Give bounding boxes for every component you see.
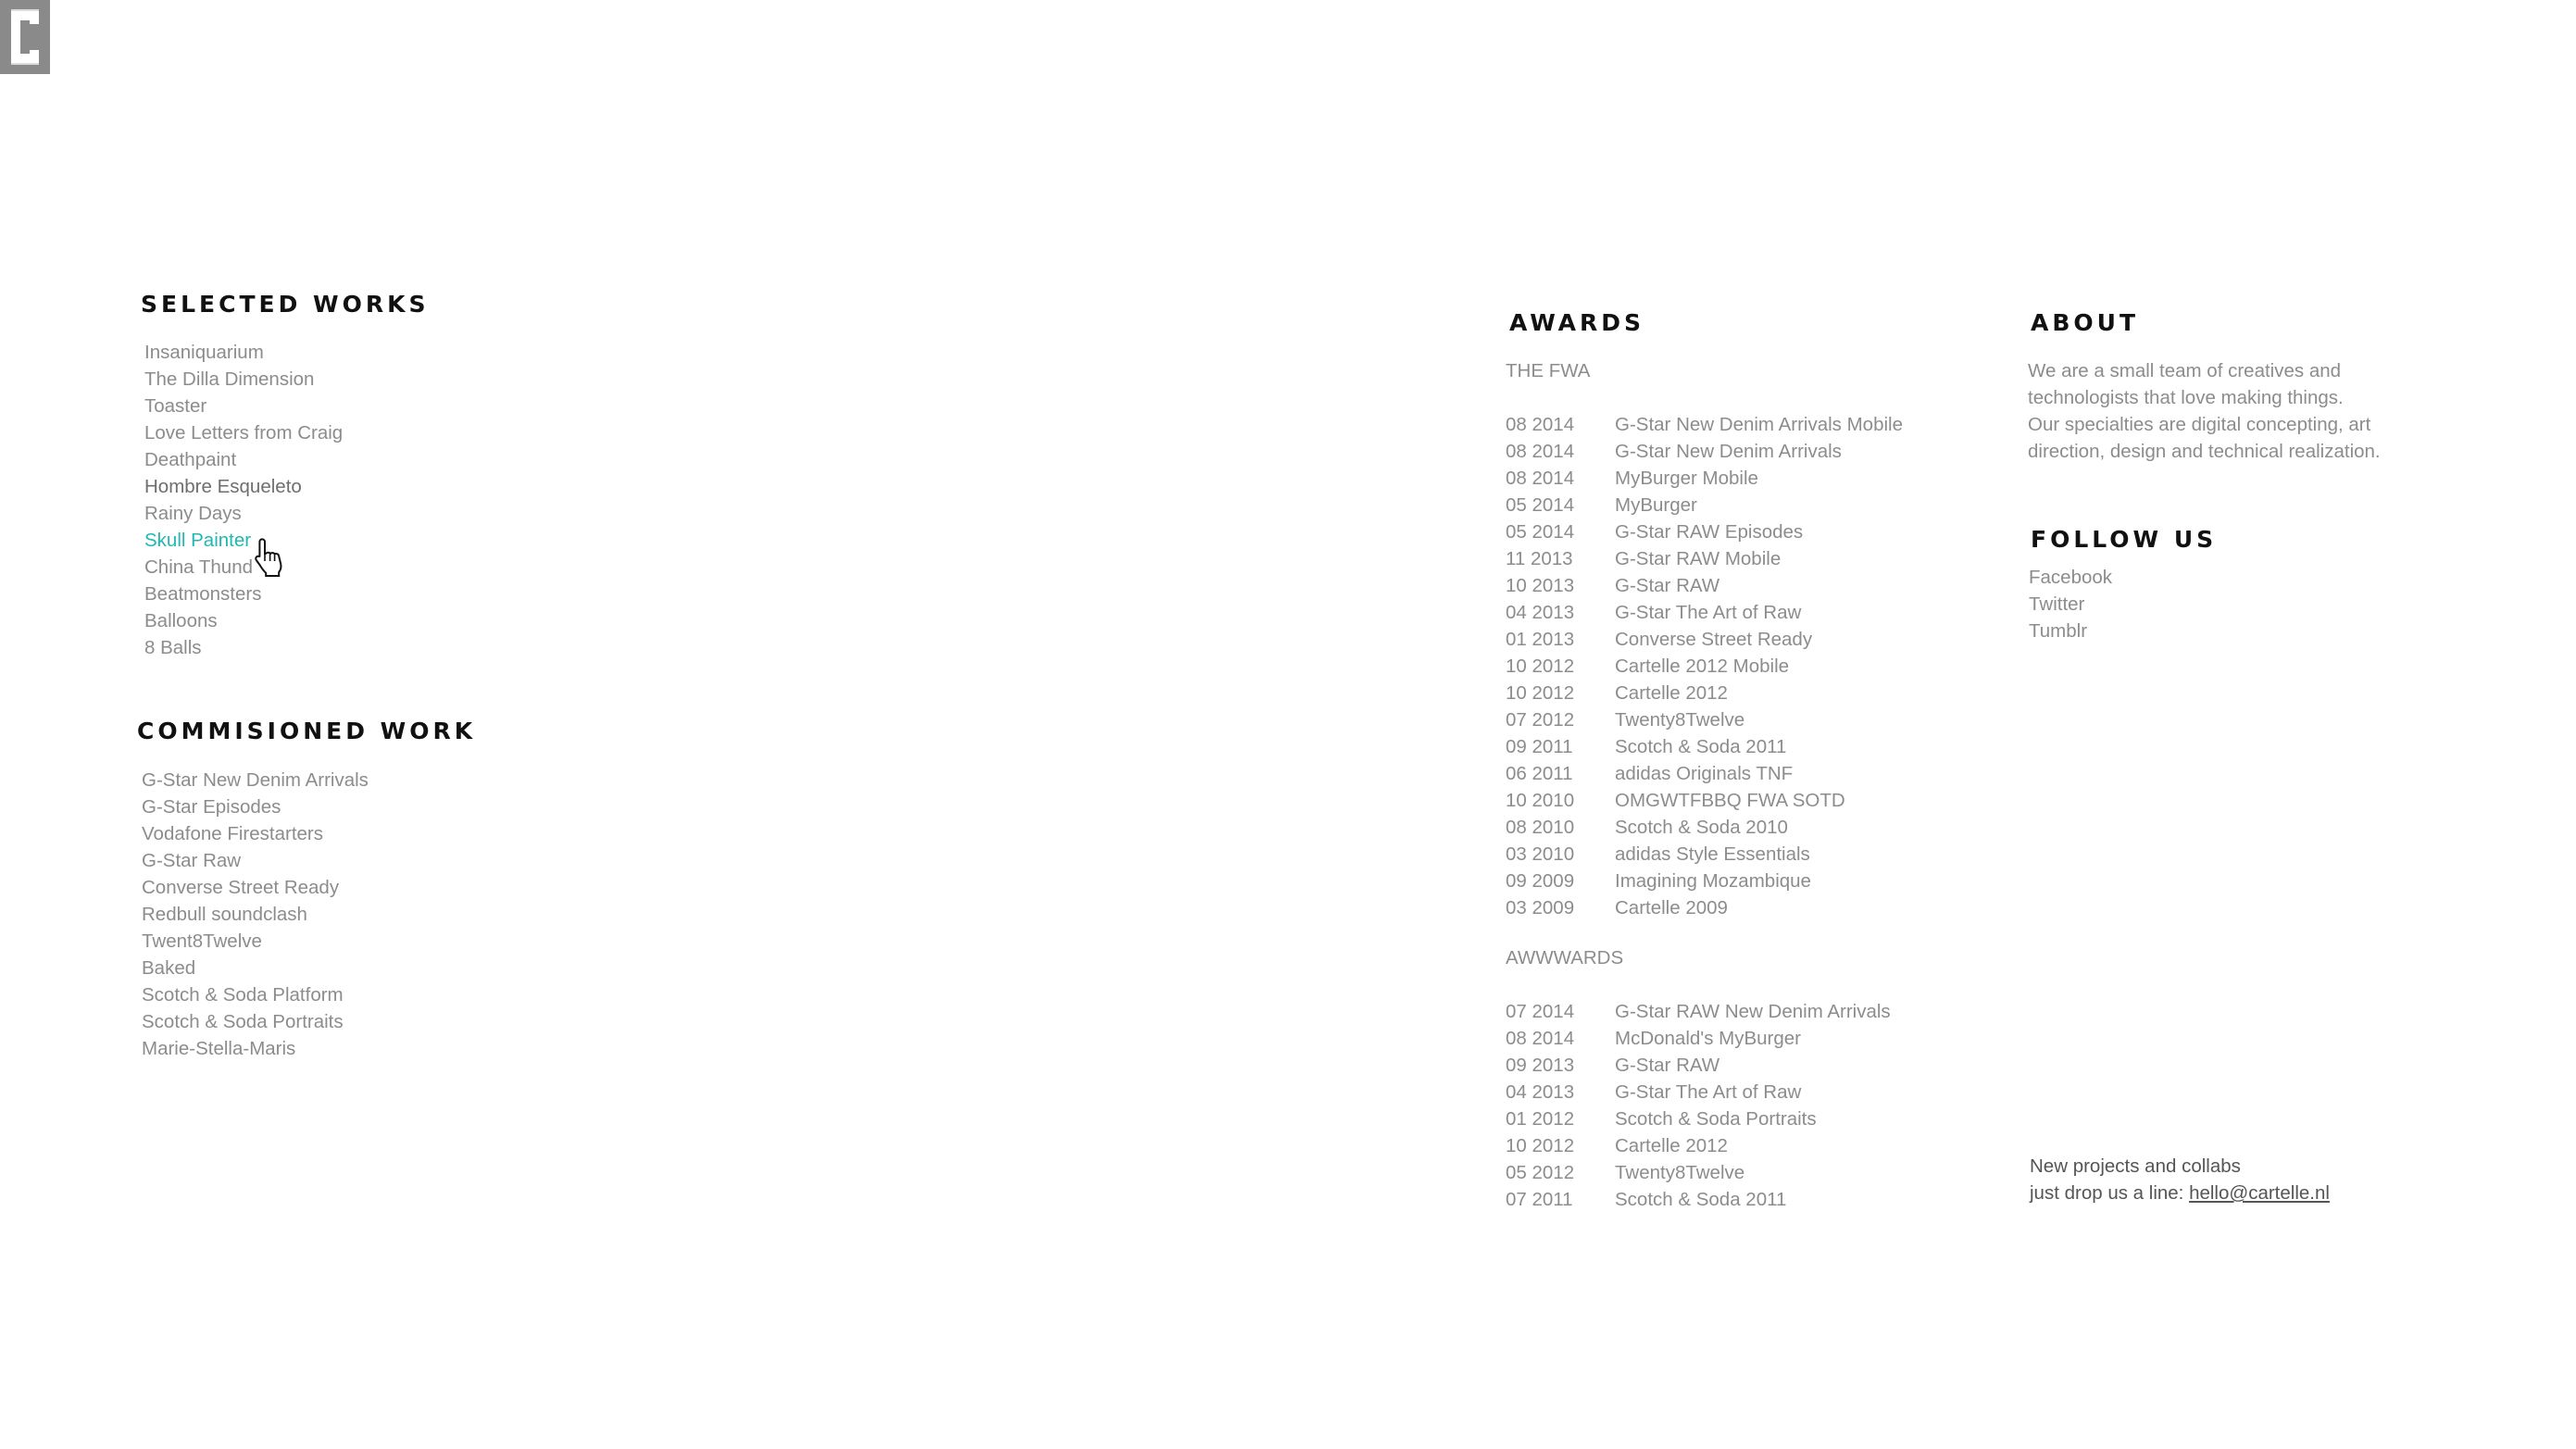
award-row bbox=[1506, 465, 1903, 492]
logo-mark-icon bbox=[0, 0, 50, 74]
award-date: 09 2011 bbox=[1506, 736, 1573, 757]
work-link-china-thund[interactable]: China Thund bbox=[144, 556, 254, 578]
commission-link-vodafone-firestarters[interactable]: Vodafone Firestarters bbox=[142, 823, 323, 844]
award-date: 06 2011 bbox=[1506, 763, 1573, 784]
award-date: 09 2013 bbox=[1506, 1055, 1575, 1076]
about-line: technologists that love making things. bbox=[2028, 387, 2344, 408]
award-row bbox=[1506, 814, 1903, 841]
contact-line bbox=[2030, 1180, 2330, 1206]
commission-link-converse-street-ready[interactable]: Converse Street Ready bbox=[142, 877, 340, 898]
award-row bbox=[1506, 626, 1903, 653]
award-name: Twenty8Twelve bbox=[1615, 1162, 1745, 1183]
award-date: 07 2011 bbox=[1506, 1189, 1573, 1210]
awwwards-award-list bbox=[1506, 998, 1891, 1213]
award-date: 03 2010 bbox=[1506, 843, 1575, 865]
award-row bbox=[1506, 1159, 1891, 1186]
award-name: G-Star RAW Episodes bbox=[1615, 521, 1804, 543]
award-name: Cartelle 2009 bbox=[1615, 897, 1728, 918]
award-row bbox=[1506, 572, 1903, 599]
award-date: 05 2012 bbox=[1506, 1162, 1575, 1183]
award-date: 08 2014 bbox=[1506, 441, 1575, 462]
work-link-beatmonsters[interactable]: Beatmonsters bbox=[144, 583, 262, 605]
award-date: 03 2009 bbox=[1506, 897, 1575, 918]
commission-link-g-star-raw[interactable]: G-Star Raw bbox=[142, 850, 242, 871]
award-row bbox=[1506, 706, 1903, 733]
award-row bbox=[1506, 894, 1903, 921]
award-name: MyBurger bbox=[1615, 494, 1697, 516]
award-row bbox=[1506, 518, 1903, 545]
about-line: Our specialties are digital concepting, art bbox=[2028, 414, 2371, 435]
selected-works-heading: SELECTED WORKS bbox=[141, 291, 430, 318]
work-link-skull-painter[interactable]: Skull Painter bbox=[144, 530, 252, 551]
commission-link-g-star-episodes[interactable]: G-Star Episodes bbox=[142, 796, 281, 818]
award-row bbox=[1506, 1186, 1891, 1213]
award-row bbox=[1506, 787, 1903, 814]
social-links bbox=[2029, 564, 2112, 644]
fwa-label: THE FWA bbox=[1506, 360, 1591, 381]
awwwards-label: AWWWARDS bbox=[1506, 947, 1624, 968]
award-name: adidas Style Essentials bbox=[1615, 843, 1810, 865]
award-row bbox=[1506, 1052, 1891, 1079]
award-row bbox=[1506, 545, 1903, 572]
award-date: 08 2010 bbox=[1506, 817, 1575, 838]
hand-pointer-icon bbox=[254, 537, 285, 578]
award-name: G-Star New Denim Arrivals bbox=[1615, 441, 1842, 462]
commission-link-twent8twelve[interactable]: Twent8Twelve bbox=[142, 931, 262, 952]
award-date: 04 2013 bbox=[1506, 602, 1575, 623]
contact-block bbox=[2030, 1153, 2330, 1206]
award-date: 08 2014 bbox=[1506, 1028, 1575, 1049]
work-link-rainy-days[interactable]: Rainy Days bbox=[144, 503, 242, 524]
commissioned-work-list bbox=[142, 767, 369, 1062]
commission-link-redbull-soundclash[interactable]: Redbull soundclash bbox=[142, 904, 307, 925]
award-date: 08 2014 bbox=[1506, 468, 1575, 489]
award-row bbox=[1506, 438, 1903, 465]
award-row bbox=[1506, 733, 1903, 760]
award-name: G-Star New Denim Arrivals Mobile bbox=[1615, 414, 1903, 435]
commissioned-work-heading: COMMISIONED WORK bbox=[137, 718, 477, 744]
award-name: adidas Originals TNF bbox=[1615, 763, 1794, 784]
award-name: Cartelle 2012 bbox=[1615, 1135, 1728, 1156]
award-name: Twenty8Twelve bbox=[1615, 709, 1745, 731]
award-name: McDonald's MyBurger bbox=[1615, 1028, 1802, 1049]
about-text bbox=[2028, 357, 2454, 465]
award-name: G-Star The Art of Raw bbox=[1615, 1081, 1802, 1103]
commission-link-scotch-soda-platform[interactable]: Scotch & Soda Platform bbox=[142, 984, 344, 1006]
twitter-link[interactable]: Twitter bbox=[2029, 593, 2085, 615]
award-row bbox=[1506, 841, 1903, 868]
contact-prefix: just drop us a line: bbox=[2030, 1182, 2190, 1204]
commission-link-baked[interactable]: Baked bbox=[142, 957, 196, 979]
about-heading: ABOUT bbox=[2031, 309, 2140, 336]
award-name: Cartelle 2012 bbox=[1615, 682, 1728, 704]
award-name: G-Star RAW bbox=[1615, 575, 1720, 596]
about-line: We are a small team of creatives and bbox=[2028, 360, 2342, 381]
work-link-insaniquarium[interactable]: Insaniquarium bbox=[144, 342, 264, 363]
commission-link-scotch-soda-portraits[interactable]: Scotch & Soda Portraits bbox=[142, 1011, 344, 1032]
award-date: 11 2013 bbox=[1506, 548, 1573, 569]
award-row bbox=[1506, 1079, 1891, 1105]
award-name: OMGWTFBBQ FWA SOTD bbox=[1615, 790, 1845, 811]
award-date: 10 2012 bbox=[1506, 1135, 1575, 1156]
award-date: 10 2012 bbox=[1506, 682, 1575, 704]
award-date: 01 2012 bbox=[1506, 1108, 1575, 1130]
award-name: G-Star The Art of Raw bbox=[1615, 602, 1802, 623]
commission-link-marie-stella-maris[interactable]: Marie-Stella-Maris bbox=[142, 1038, 296, 1059]
work-link-the-dilla-dimension[interactable]: The Dilla Dimension bbox=[144, 368, 315, 390]
work-link-love-letters-from-craig[interactable]: Love Letters from Craig bbox=[144, 422, 344, 443]
award-row bbox=[1506, 760, 1903, 787]
award-name: G-Star RAW New Denim Arrivals bbox=[1615, 1001, 1891, 1022]
award-row bbox=[1506, 653, 1903, 680]
award-name: Cartelle 2012 Mobile bbox=[1615, 656, 1790, 677]
award-date: 04 2013 bbox=[1506, 1081, 1575, 1103]
award-row bbox=[1506, 1025, 1891, 1052]
work-link-toaster[interactable]: Toaster bbox=[144, 395, 207, 417]
work-link-deathpaint[interactable]: Deathpaint bbox=[144, 449, 237, 470]
fwa-award-list bbox=[1506, 411, 1903, 921]
tumblr-link[interactable]: Tumblr bbox=[2029, 620, 2088, 642]
award-date: 07 2014 bbox=[1506, 1001, 1575, 1022]
award-name: Scotch & Soda 2011 bbox=[1615, 736, 1787, 757]
award-name: G-Star RAW bbox=[1615, 1055, 1720, 1076]
award-row bbox=[1506, 411, 1903, 438]
work-link-hombre-esqueleto[interactable]: Hombre Esqueleto bbox=[144, 476, 302, 497]
award-date: 10 2012 bbox=[1506, 656, 1575, 677]
award-row bbox=[1506, 1105, 1891, 1132]
award-name: Scotch & Soda 2010 bbox=[1615, 817, 1788, 838]
award-date: 05 2014 bbox=[1506, 494, 1575, 516]
award-row bbox=[1506, 868, 1903, 894]
work-link-8-balls[interactable]: 8 Balls bbox=[144, 637, 202, 658]
contact-line: New projects and collabs bbox=[2030, 1155, 2241, 1177]
award-row bbox=[1506, 1132, 1891, 1159]
award-row bbox=[1506, 998, 1891, 1025]
award-name: Converse Street Ready bbox=[1615, 629, 1813, 650]
work-link-balloons[interactable]: Balloons bbox=[144, 610, 218, 631]
award-name: MyBurger Mobile bbox=[1615, 468, 1758, 489]
award-row bbox=[1506, 680, 1903, 706]
email-link[interactable]: hello@cartelle.nl bbox=[2189, 1182, 2330, 1204]
award-name: G-Star RAW Mobile bbox=[1615, 548, 1782, 569]
award-date: 01 2013 bbox=[1506, 629, 1575, 650]
facebook-link[interactable]: Facebook bbox=[2029, 567, 2113, 588]
award-row bbox=[1506, 599, 1903, 626]
award-date: 09 2009 bbox=[1506, 870, 1575, 892]
award-name: Imagining Mozambique bbox=[1615, 870, 1811, 892]
award-date: 07 2012 bbox=[1506, 709, 1575, 731]
about-line: direction, design and technical realization. bbox=[2028, 441, 2381, 462]
award-date: 08 2014 bbox=[1506, 414, 1575, 435]
commission-link-g-star-new-denim-arrivals[interactable]: G-Star New Denim Arrivals bbox=[142, 769, 369, 791]
follow-us-heading: FOLLOW US bbox=[2031, 526, 2218, 553]
logo[interactable] bbox=[0, 0, 50, 74]
awards-heading: AWARDS bbox=[1509, 309, 1645, 336]
selected-works-list bbox=[144, 339, 343, 661]
award-name: Scotch & Soda 2011 bbox=[1615, 1189, 1787, 1210]
award-date: 10 2010 bbox=[1506, 790, 1575, 811]
award-row bbox=[1506, 492, 1903, 518]
award-date: 10 2013 bbox=[1506, 575, 1575, 596]
award-name: Scotch & Soda Portraits bbox=[1615, 1108, 1817, 1130]
award-date: 05 2014 bbox=[1506, 521, 1575, 543]
